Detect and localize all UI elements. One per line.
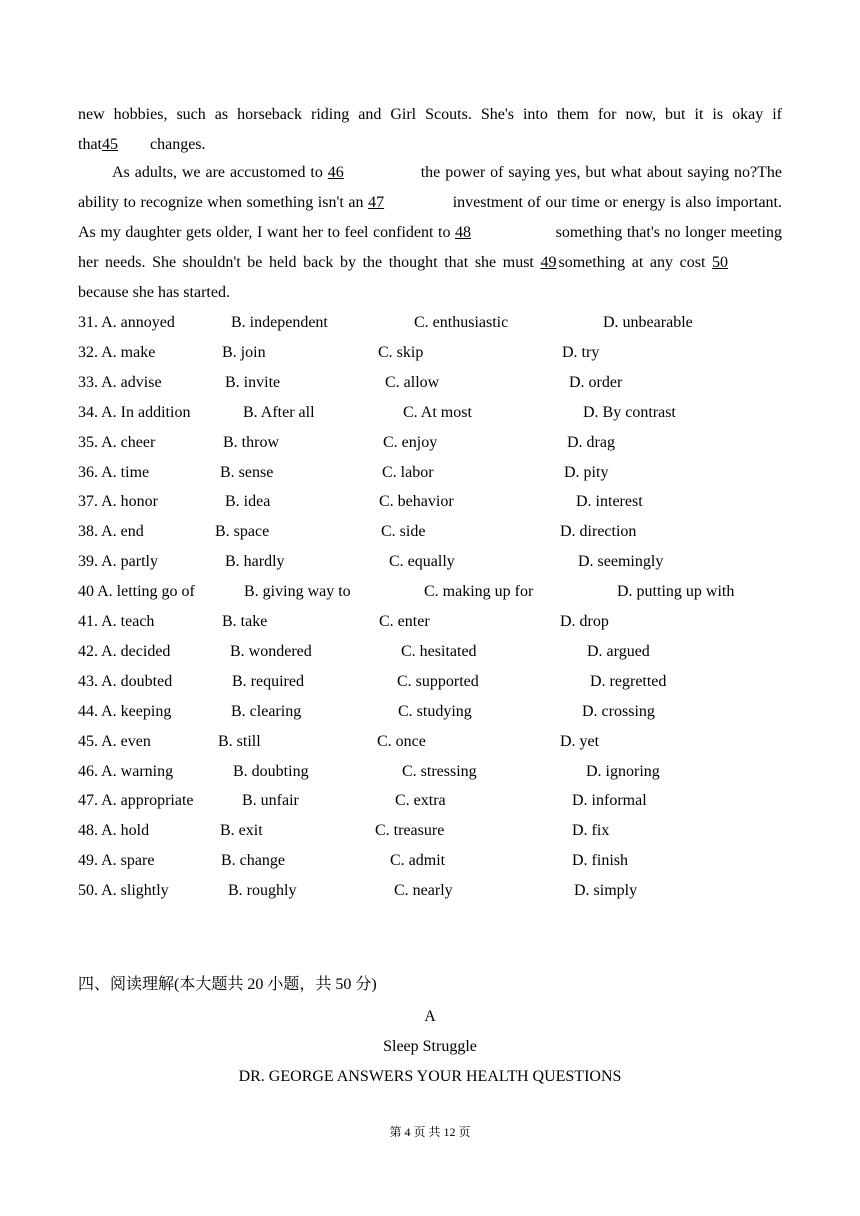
option-d: D. direction — [560, 523, 637, 541]
option-d: D. finish — [572, 852, 628, 870]
option-c: C. side — [381, 523, 426, 541]
option-a: 50. A. slightly — [78, 882, 169, 900]
question-row — [78, 876, 798, 906]
blank-45: 45 — [102, 136, 118, 153]
option-b: B. independent — [231, 314, 328, 331]
option-c: C. allow — [385, 373, 440, 391]
option-d: D. regretted — [590, 672, 667, 690]
question-row — [78, 816, 798, 846]
option-c: C. extra — [395, 792, 446, 810]
option-b: B. wondered — [230, 642, 312, 660]
question-row — [78, 338, 798, 368]
section-heading: 四、阅读理解(本大题共 20 小题，共 50 分) — [78, 976, 377, 993]
article-subtitle: DR. GEORGE ANSWERS YOUR HEALTH QUESTIONS — [238, 1068, 622, 1085]
question-row — [78, 487, 798, 517]
option-d: D. order — [569, 373, 623, 391]
option-d: D. fix — [572, 822, 610, 840]
option-c: C. skip — [378, 343, 424, 361]
option-b: B. giving way to — [244, 583, 351, 601]
option-b: B. unfair — [242, 792, 299, 810]
option-b: B. idea — [225, 493, 271, 511]
blank-47: 47 — [368, 194, 385, 211]
option-d: D. By contrast — [583, 403, 676, 421]
question-row — [78, 757, 798, 787]
option-c: C. behavior — [379, 493, 454, 511]
passage-line-1: new hobbies, such as horseback riding and Girl Scouts. She's into them for now, but it is okay if — [78, 106, 782, 123]
option-d: D. seemingly — [578, 553, 664, 571]
question-row — [78, 368, 798, 398]
option-b: B. roughly — [228, 882, 297, 900]
option-a: 35. A. cheer — [78, 433, 156, 451]
question-row — [78, 786, 798, 816]
option-b: B. clearing — [231, 702, 302, 720]
text-fragment: something at any cost — [558, 254, 712, 271]
passage-line-2 — [78, 130, 782, 160]
question-row — [78, 697, 798, 727]
question-row — [78, 308, 798, 338]
question-row — [78, 846, 798, 876]
option-a: 39. A. partly — [78, 553, 158, 571]
option-a: 42. A. decided — [78, 642, 171, 660]
article-title: Sleep Struggle — [383, 1038, 477, 1055]
option-b: B. throw — [223, 433, 279, 451]
option-a: 38. A. end — [78, 523, 144, 541]
question-row — [78, 727, 798, 757]
option-a: 47. A. appropriate — [78, 792, 194, 810]
option-d: D. simply — [574, 882, 638, 900]
option-b: B. hardly — [225, 553, 285, 571]
option-d: D. interest — [576, 493, 643, 511]
option-a: 46. A. warning — [78, 762, 174, 780]
blank-48: 48 — [455, 224, 472, 241]
option-b: B. space — [215, 523, 270, 541]
option-d: D. crossing — [582, 702, 655, 720]
option-c: C. equally — [389, 553, 455, 571]
question-row — [78, 607, 798, 637]
option-d: D. drop — [560, 613, 609, 630]
option-c: C. hesitated — [401, 642, 477, 660]
question-row — [78, 398, 798, 428]
option-a: 32. A. make — [78, 343, 156, 361]
option-d: D. drag — [567, 433, 615, 451]
blank-49: 49 — [540, 254, 557, 271]
option-b: B. sense — [220, 463, 274, 481]
option-b: B. take — [222, 613, 268, 630]
page-footer: 第 4 页 共 12 页 — [389, 1125, 471, 1139]
option-c: C. making up for — [424, 583, 534, 601]
option-c: C. once — [377, 732, 426, 750]
option-c: C. enter — [379, 613, 430, 630]
option-a: 41. A. teach — [78, 613, 155, 630]
option-d: D. informal — [572, 792, 647, 810]
option-a: 40 A. letting go of — [78, 583, 195, 601]
passage-paragraph-2 — [78, 158, 782, 308]
part-label: A — [424, 1008, 436, 1025]
option-d: D. pity — [564, 463, 609, 481]
option-b: B. exit — [220, 822, 263, 840]
option-c: C. studying — [398, 702, 472, 720]
option-b: B. After all — [243, 403, 315, 421]
question-row — [78, 577, 798, 607]
option-a: 33. A. advise — [78, 373, 162, 391]
option-d: D. yet — [560, 732, 600, 750]
option-d: D. unbearable — [603, 314, 693, 331]
option-d: D. argued — [587, 642, 650, 660]
option-a: 34. A. In addition — [78, 403, 191, 421]
option-c: C. labor — [382, 463, 434, 481]
option-a: 31. A. annoyed — [78, 314, 175, 331]
option-d: D. try — [562, 343, 600, 361]
option-b: B. join — [222, 343, 266, 361]
option-b: B. invite — [225, 373, 281, 391]
option-c: C. admit — [390, 852, 446, 870]
question-row — [78, 458, 798, 488]
option-d: D. ignoring — [586, 762, 660, 780]
option-c: C. nearly — [394, 882, 453, 900]
text-fragment: As adults, we are accustomed to — [112, 164, 328, 181]
option-c: C. stressing — [402, 762, 477, 780]
question-row — [78, 667, 798, 697]
option-d: D. putting up with — [617, 583, 735, 601]
option-b: B. change — [221, 852, 285, 870]
question-row — [78, 547, 798, 577]
text-fragment: investment of our time or energy is also important. As my daughter gets older, I want her to feel confident to — [78, 194, 783, 241]
option-a: 37. A. honor — [78, 493, 158, 511]
option-c: C. At most — [403, 403, 472, 421]
option-b: B. doubting — [233, 762, 309, 780]
blank-46: 46 — [327, 164, 344, 181]
question-row — [78, 428, 798, 458]
text-fragment: that — [78, 136, 102, 153]
question-row — [78, 637, 798, 667]
option-a: 45. A. even — [78, 732, 151, 750]
option-b: B. still — [218, 732, 261, 750]
option-c: C. enthusiastic — [414, 314, 509, 331]
text-fragment: the power of saying yes, but what about saying no?The ability to recognize when something isn't an — [78, 164, 782, 211]
question-row — [78, 517, 798, 547]
option-c: C. treasure — [375, 822, 445, 840]
option-a: 48. A. hold — [78, 822, 150, 840]
text-fragment: changes. — [146, 136, 206, 153]
option-a: 43. A. doubted — [78, 672, 173, 690]
option-a: 36. A. time — [78, 463, 150, 481]
option-a: 44. A. keeping — [78, 702, 172, 720]
text-fragment: something that's no longer meeting her needs. She shouldn't be held back by the thought that she must — [78, 224, 783, 271]
option-c: C. enjoy — [383, 433, 438, 451]
blank-50: 50 — [712, 254, 728, 271]
option-b: B. required — [232, 672, 304, 690]
option-a: 49. A. spare — [78, 852, 155, 870]
text-fragment: because she has started. — [78, 284, 230, 301]
option-c: C. supported — [397, 672, 479, 690]
